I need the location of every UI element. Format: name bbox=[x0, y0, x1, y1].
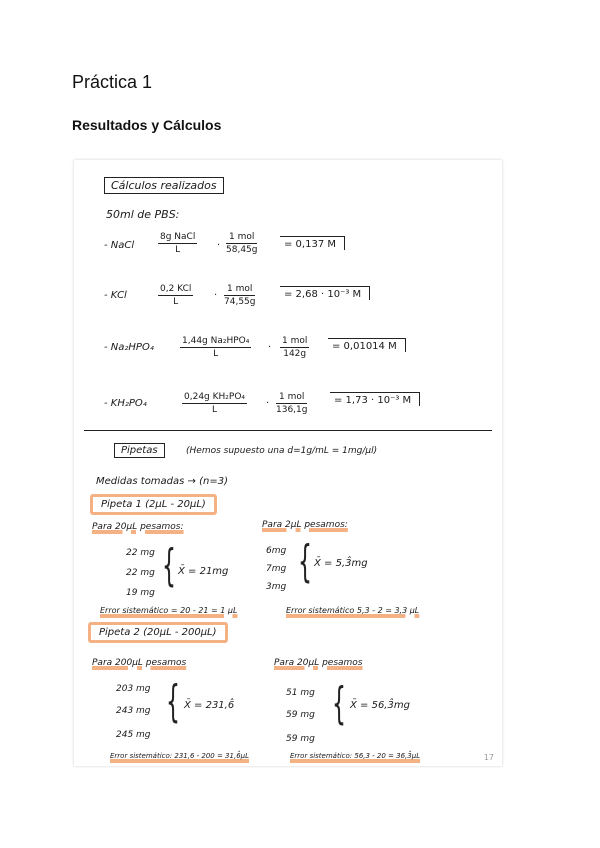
brace-symbol: { bbox=[298, 536, 312, 587]
pipeta1-error-left: Error sistemático = 20 - 21 = 1 µL bbox=[100, 606, 238, 615]
brace-symbol: { bbox=[166, 676, 180, 727]
fraction-numerator: 1 mol bbox=[224, 284, 255, 296]
pipeta2-error-left: Error sistemático: 231,6 - 200 = 31,6̂µL bbox=[110, 752, 249, 760]
pipeta2-error-right: Error sistemático: 56,3 - 20 = 36,3̂µL bbox=[290, 752, 421, 760]
compound-kcl: - KCl bbox=[104, 290, 127, 301]
calculos-header: Cálculos realizados bbox=[104, 177, 224, 194]
pipeta1-right-title: Para 2µL pesamos: bbox=[262, 520, 348, 530]
fraction-denominator: L bbox=[213, 349, 219, 359]
fraction-denominator: L bbox=[173, 297, 179, 307]
fraction-kh2po4-conc bbox=[182, 392, 247, 415]
pipeta2-right-title: Para 20µL pesamos bbox=[274, 658, 363, 668]
pipeta2-left-mean: X̄ = 231,6̂ bbox=[184, 700, 235, 711]
compound-nacl: - NaCl bbox=[104, 240, 135, 251]
measurement-value: 243 mg bbox=[116, 706, 151, 716]
fraction-numerator: 0,2 KCl bbox=[160, 284, 192, 294]
result-kh2po4: = 1,73 · 10⁻³ M bbox=[330, 392, 420, 406]
fraction-kcl-conc bbox=[158, 284, 193, 307]
pbs-label: 50ml de PBS: bbox=[106, 208, 180, 221]
measurement-value: 59 mg bbox=[286, 734, 315, 744]
section-subtitle: Resultados y Cálculos bbox=[72, 117, 222, 133]
measurement-value: 245 mg bbox=[116, 730, 151, 740]
fraction-kh2po4-mol bbox=[276, 392, 307, 415]
handwritten-note bbox=[74, 160, 502, 766]
dot-operator: · bbox=[268, 342, 272, 353]
fraction-denominator: L bbox=[175, 245, 181, 255]
measurement-value: 6mg bbox=[266, 546, 287, 556]
measurement-value: 59 mg bbox=[286, 710, 315, 720]
pipetas-header: Pipetas bbox=[114, 443, 165, 458]
fraction-nacl-conc bbox=[158, 232, 197, 255]
fraction-numerator: 8g NaCl bbox=[160, 232, 196, 242]
fraction-nacl-mol bbox=[226, 232, 257, 255]
pipeta1-left-mean: X̄ = 21mg bbox=[178, 566, 229, 577]
fraction-numerator: 1 mol bbox=[226, 232, 257, 244]
brace-symbol: { bbox=[162, 540, 176, 591]
pipeta2-label: Pipeta 2 (20µL - 200µL) bbox=[88, 622, 228, 643]
page-number: 17 bbox=[483, 753, 494, 762]
dot-operator: · bbox=[217, 240, 221, 251]
fraction-numerator: 1 mol bbox=[282, 336, 308, 346]
measurement-value: 51 mg bbox=[286, 688, 315, 698]
measurement-value: 7mg bbox=[266, 564, 287, 574]
result-na2hpo4: = 0,01014 M bbox=[328, 338, 406, 352]
pipeta2-left-title: Para 200µL pesamos bbox=[92, 658, 187, 668]
measurement-value: 19 mg bbox=[126, 588, 155, 598]
pipeta1-left-title: Para 20µL pesamos: bbox=[92, 522, 184, 532]
measurement-value: 203 mg bbox=[116, 684, 151, 694]
brace-symbol: { bbox=[332, 678, 346, 729]
pipetas-assumption: (Hemos supuesto una d=1g/mL = 1mg/µl) bbox=[186, 446, 378, 456]
fraction-na2hpo4-mol bbox=[280, 336, 309, 359]
section-divider bbox=[84, 430, 492, 431]
fraction-denominator: 142g bbox=[283, 349, 307, 359]
pipeta1-label: Pipeta 1 (2µL - 20µL) bbox=[90, 494, 217, 515]
fraction-denominator: 74,55g bbox=[224, 297, 256, 307]
measurement-value: 22 mg bbox=[126, 548, 155, 558]
medidas-label: Medidas tomadas → (n=3) bbox=[96, 476, 228, 487]
fraction-denominator: 136,1g bbox=[276, 405, 308, 415]
fraction-numerator: 0,24g KH₂PO₄ bbox=[184, 392, 246, 402]
measurement-value: 3mg bbox=[266, 582, 287, 592]
dot-operator: · bbox=[214, 290, 218, 301]
pipeta1-error-right: Error sistemático 5,3 - 2 = 3,3 µL bbox=[286, 606, 420, 615]
fraction-denominator: 58,45g bbox=[226, 245, 258, 255]
compound-kh2po4: - KH₂PO₄ bbox=[104, 398, 147, 409]
compound-na2hpo4: - Na₂HPO₄ bbox=[104, 342, 154, 353]
measurement-value: 22 mg bbox=[126, 568, 155, 578]
pipeta1-right-mean: X̄ = 5,3̂mg bbox=[314, 558, 368, 569]
fraction-denominator: L bbox=[212, 405, 218, 415]
page-title: Práctica 1 bbox=[72, 72, 153, 92]
pipeta2-right-mean: X̄ = 56,3̂mg bbox=[350, 700, 410, 711]
result-nacl: = 0,137 M bbox=[280, 236, 345, 250]
fraction-numerator: 1 mol bbox=[276, 392, 307, 404]
result-kcl: = 2,68 · 10⁻³ M bbox=[280, 286, 370, 300]
fraction-na2hpo4-conc bbox=[180, 336, 251, 359]
fraction-numerator: 1,44g Na₂HPO₄ bbox=[182, 336, 250, 346]
dot-operator: · bbox=[266, 398, 270, 409]
fraction-kcl-mol bbox=[224, 284, 255, 307]
